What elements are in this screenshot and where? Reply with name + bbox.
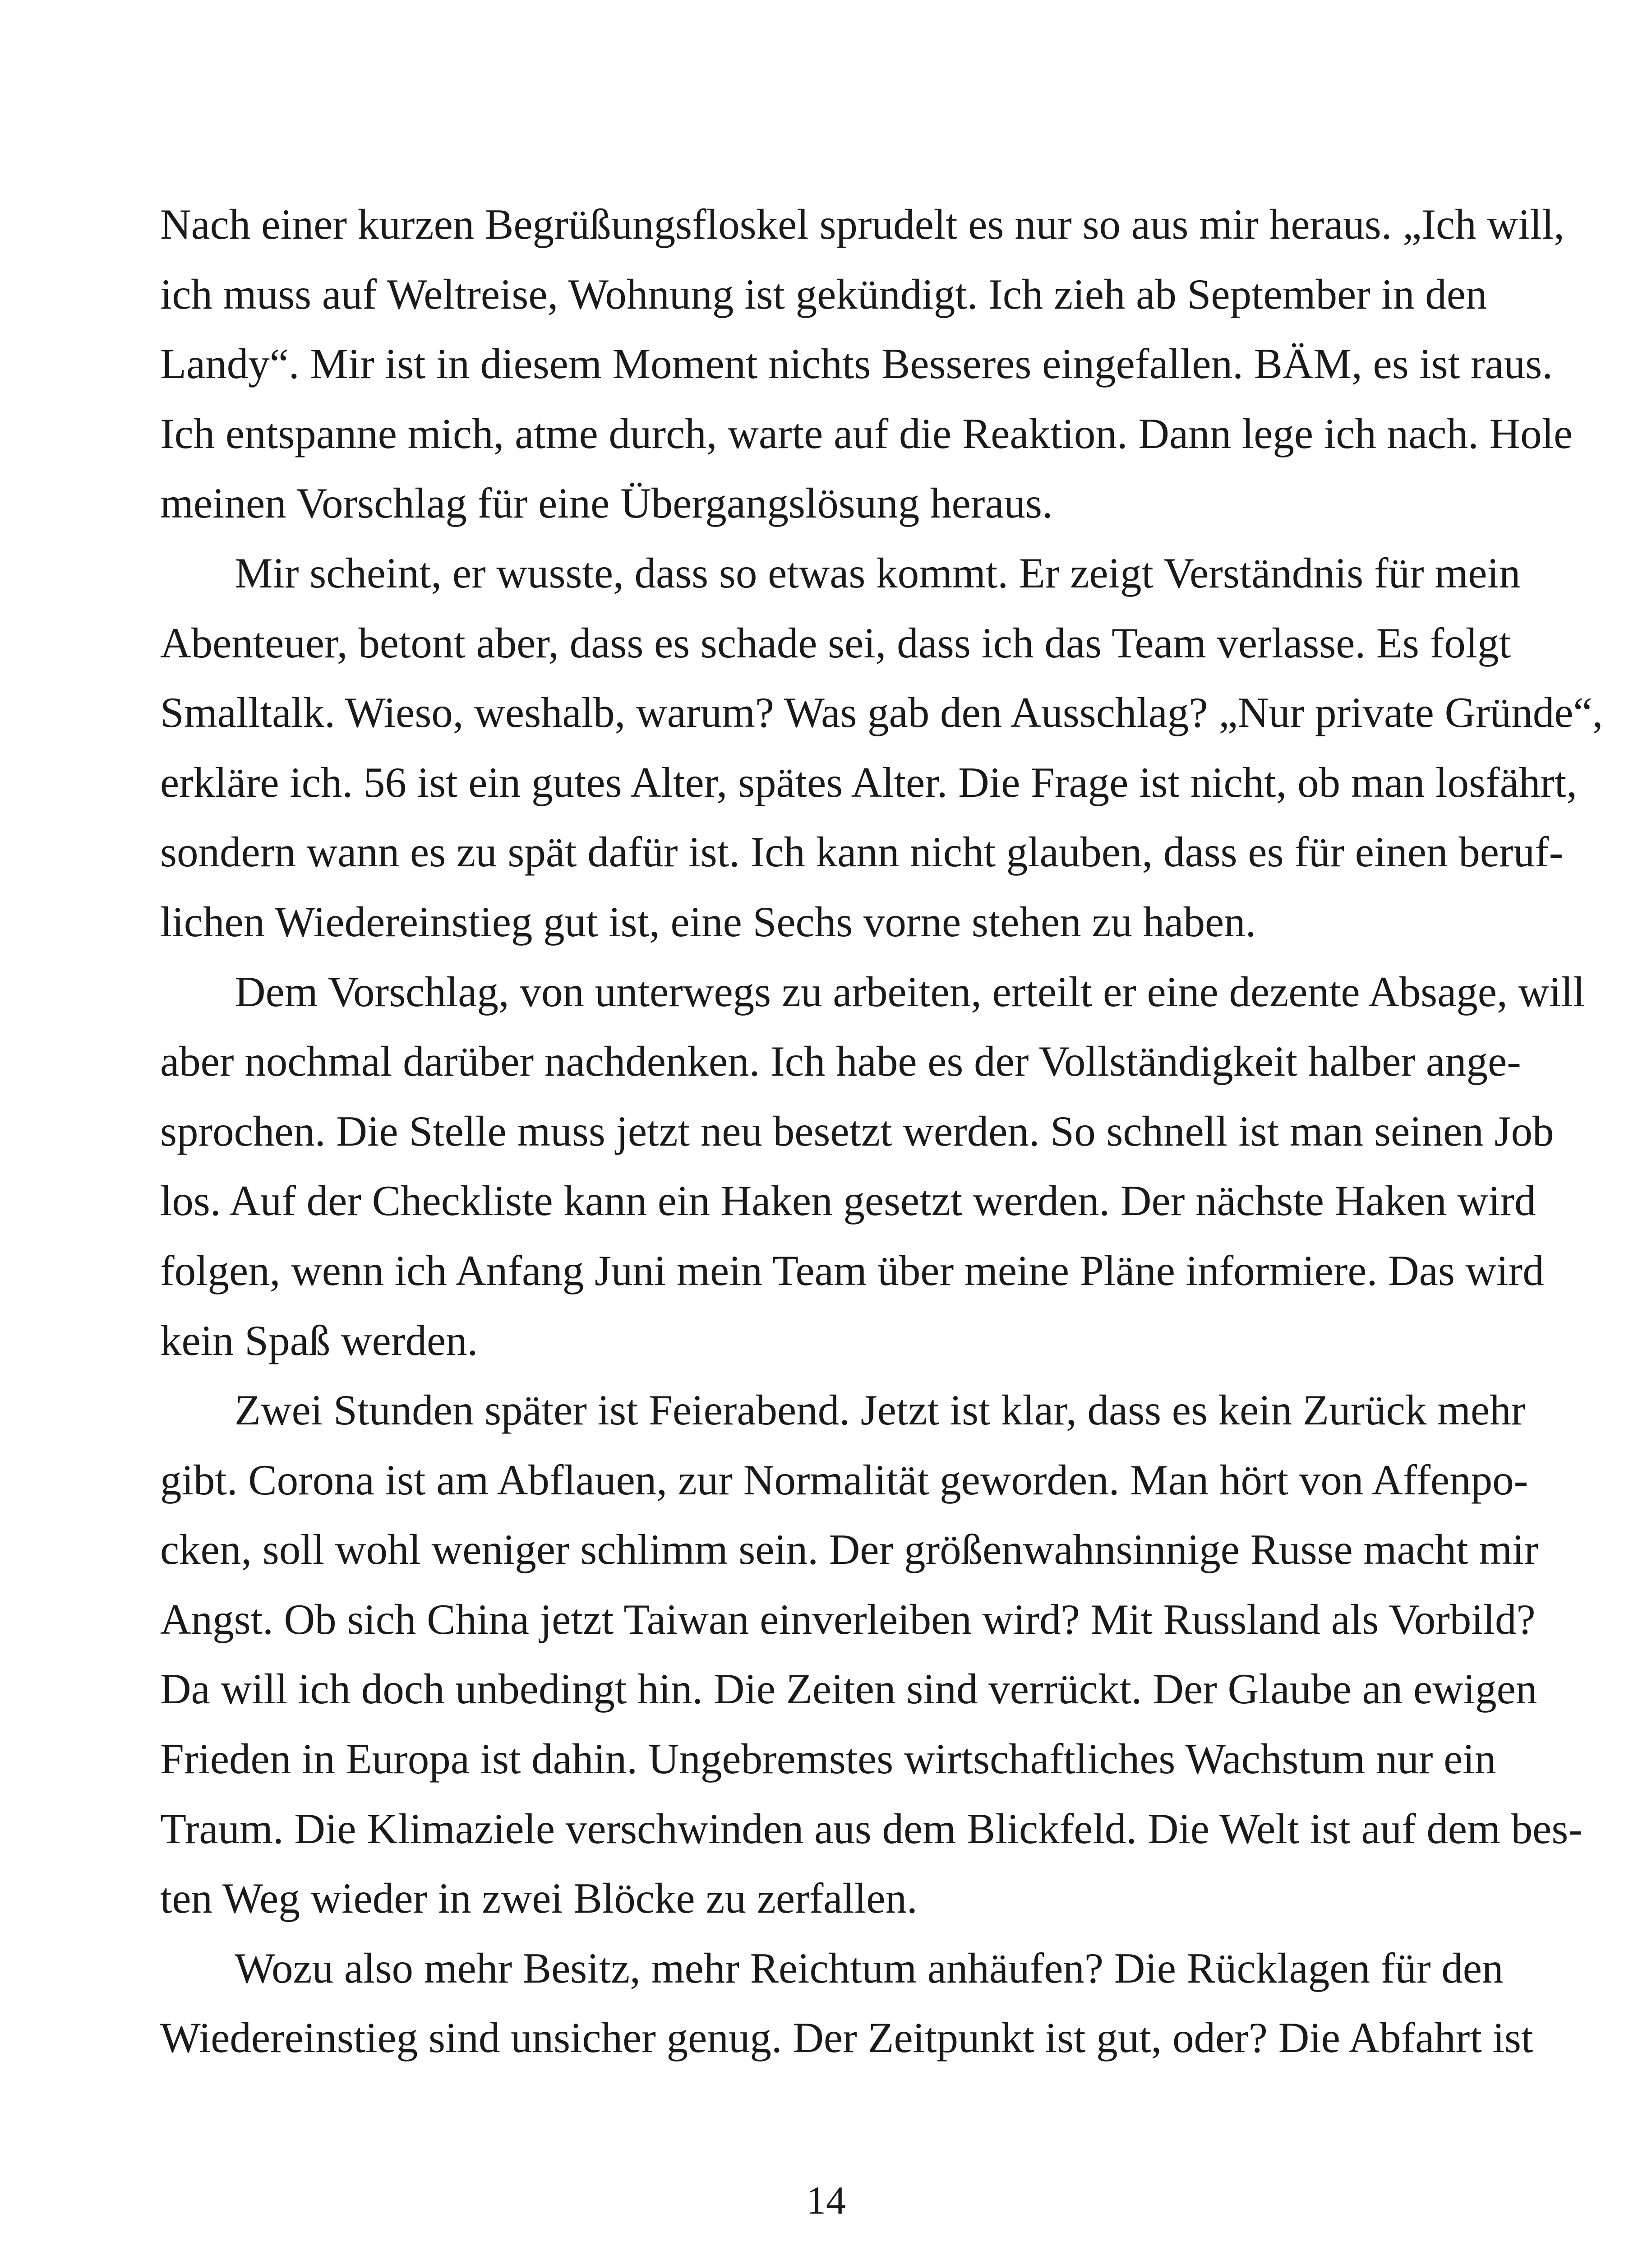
text-line: Wiedereinstieg sind unsicher genug. Der Zeitpunkt ist gut, oder? Die Abfahrt ist [160, 2014, 1533, 2062]
text-line: ich muss auf Weltreise, Wohnung ist gekündigt. Ich zieh ab September in den [160, 270, 1487, 318]
text-line: sprochen. Die Stelle muss jetzt neu besetzt werden. So schnell ist man seinen Job [160, 1107, 1554, 1155]
text-line: Ich entspanne mich, atme durch, warte auf die Reaktion. Dann lege ich nach. Hole [160, 409, 1573, 458]
text-line: sondern wann es zu spät dafür ist. Ich kann nicht glauben, dass es für einen beruf- [160, 828, 1564, 876]
text-line: Traum. Die Klimaziele verschwinden aus dem Blickfeld. Die Welt ist auf dem bes- [160, 1804, 1583, 1853]
text-line: meinen Vorschlag für eine Übergangslösung heraus. [160, 479, 1053, 527]
text-line: Nach einer kurzen Begrüßungsfloskel sprudelt es nur so aus mir heraus. „Ich will, [160, 200, 1565, 248]
text-line: Wozu also mehr Besitz, mehr Reichtum anhäufen? Die Rücklagen für den [235, 1944, 1504, 1992]
text-line: erkläre ich. 56 ist ein gutes Alter, spätes Alter. Die Frage ist nicht, ob man losfährt, [160, 758, 1578, 806]
text-line: Angst. Ob sich China jetzt Taiwan einverleiben wird? Mit Russland als Vorbild? [160, 1595, 1536, 1643]
text-line: aber nochmal darüber nachdenken. Ich habe es der Vollständigkeit halber ange- [160, 1037, 1521, 1086]
text-line: Abenteuer, betont aber, dass es schade sei, dass ich das Team verlasse. Es folgt [160, 619, 1511, 667]
text-line: Dem Vorschlag, von unterwegs zu arbeiten, erteilt er eine dezente Absage, will [235, 967, 1585, 1016]
text-line: ten Weg wieder in zwei Blöcke zu zerfallen. [160, 1874, 918, 1923]
text-line: lichen Wiedereinstieg gut ist, eine Sechs vorne stehen zu haben. [160, 897, 1256, 946]
text-line: cken, soll wohl weniger schlimm sein. Der größenwahnsinnige Russe macht mir [160, 1526, 1539, 1574]
text-line: Landy“. Mir ist in diesem Moment nichts Besseres eingefallen. BÄM, es ist raus. [160, 340, 1553, 388]
text-line: gibt. Corona ist am Abflauen, zur Normalität geworden. Man hört von Affenpo- [160, 1456, 1528, 1504]
text-line: Smalltalk. Wieso, weshalb, warum? Was gab den Ausschlag? „Nur private Gründe“, [160, 689, 1603, 737]
text-line: Zwei Stunden später ist Feierabend. Jetzt ist klar, dass es kein Zurück mehr [235, 1386, 1526, 1434]
text-line: Frieden in Europa ist dahin. Ungebremstes wirtschaftliches Wachstum nur ein [160, 1735, 1496, 1783]
text-line: kein Spaß werden. [160, 1316, 478, 1364]
text-line: Mir scheint, er wusste, dass so etwas kommt. Er zeigt Verständnis für mein [235, 549, 1521, 597]
body-text [160, 190, 1603, 2073]
text-line: Da will ich doch unbedingt hin. Die Zeiten sind verrückt. Der Glaube an ewigen [160, 1665, 1537, 1713]
page-number: 14 [806, 2179, 846, 2223]
text-line: folgen, wenn ich Anfang Juni mein Team über meine Pläne informiere. Das wird [160, 1246, 1544, 1294]
text-line: los. Auf der Checkliste kann ein Haken gesetzt werden. Der nächste Haken wird [160, 1177, 1536, 1225]
